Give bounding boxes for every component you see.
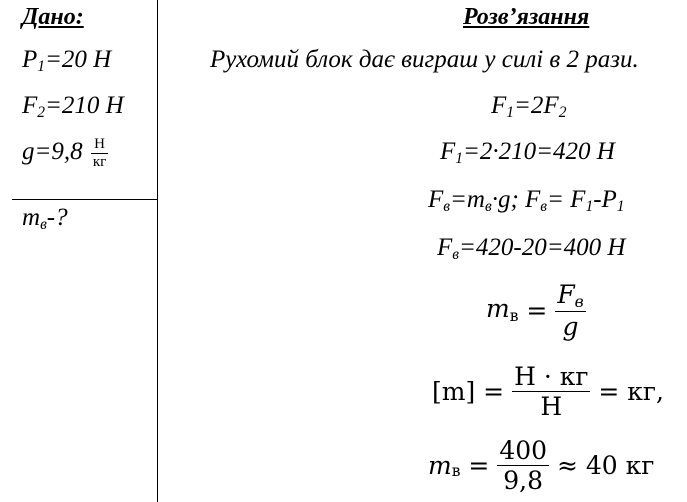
line8-rhs: ≈ 40 кг [556,451,655,480]
line4-p4: = F [547,186,586,213]
line5-a: F [437,234,453,261]
line4-p5-sub: 1 [616,197,625,215]
line4-p2-sub: в [484,197,492,215]
line6-num [555,280,585,311]
line2-a: F [491,92,507,119]
given-f2-sub: 2 [37,103,46,121]
line7-num: Н · кг [514,362,589,391]
solution-line-1: Рухомий блок дає виграш у силі в 2 рази. [210,46,639,73]
line2-b-sub: 2 [558,103,567,121]
given-heading: Дано: [22,4,84,30]
horizontal-divider [12,199,158,200]
solution-line-8 [428,436,654,495]
line3-b: =2·210=420 Н [463,138,615,165]
line8-den: 9,8 [497,465,549,495]
line4-p4-sub: 1 [585,197,594,215]
line6-lhs-sub: в [509,306,519,325]
line8-lhs: m [428,451,452,480]
given-find-rest: -? [46,204,68,231]
line3-a-sub: 1 [455,149,464,167]
line6-eq: = [526,295,548,325]
line6-fraction [555,280,585,341]
given-g-unit-den: кг [92,154,107,170]
line8-lhs-sub: в [451,461,461,480]
line7-lhs: [m] [432,377,476,406]
line4-p2: =m [450,186,485,213]
line4-p5: -P [593,186,617,213]
solution-line-2 [491,92,566,122]
given-find-symbol: m [22,204,41,231]
line2-b: =2F [514,92,559,119]
line3-a: F [440,138,456,165]
line7-rhs: = кг, [598,377,664,406]
line8-num: 400 [499,436,548,465]
line4-p1: F [428,186,444,213]
solution-line-7 [432,362,664,421]
solution-line-6 [486,280,586,341]
line6-num-sym: F [557,280,575,309]
given-g-value: g=9,8 [22,138,83,166]
given-f2 [22,92,124,122]
solution-line-4 [428,186,625,216]
given-f2-value: =210 Н [45,92,124,119]
solution-line-3 [440,138,615,168]
line4-p3: ·g; F [491,186,541,213]
line5-a-sub: в [452,245,460,263]
given-p1-value: =20 Н [45,46,112,73]
line2-a-sub: 1 [506,103,515,121]
given-find [22,204,68,234]
line8-eq: = [468,451,490,480]
given-g-unit [91,136,108,171]
solution-heading: Розв’язання [463,4,590,30]
given-find-sub: в [40,215,47,233]
line4-p3-sub: в [540,197,548,215]
line7-den: Н [512,391,590,421]
given-p1 [22,46,111,76]
line5-b: =420-20=400 Н [459,234,626,261]
line7-eq: = [483,377,505,406]
line7-fraction [512,362,590,421]
line6-den: g [555,311,585,341]
given-f2-symbol: F [22,92,38,119]
line6-num-sub: в [574,292,584,311]
given-p1-symbol: P [22,46,38,73]
given-g-unit-num: Н [94,136,106,152]
line8-fraction [497,436,549,495]
vertical-divider [157,0,158,502]
line6-lhs: m [486,293,510,323]
line4-p1-sub: в [443,197,451,215]
given-p1-sub: 1 [37,57,46,75]
given-g [22,136,108,171]
solution-line-5 [437,234,625,264]
